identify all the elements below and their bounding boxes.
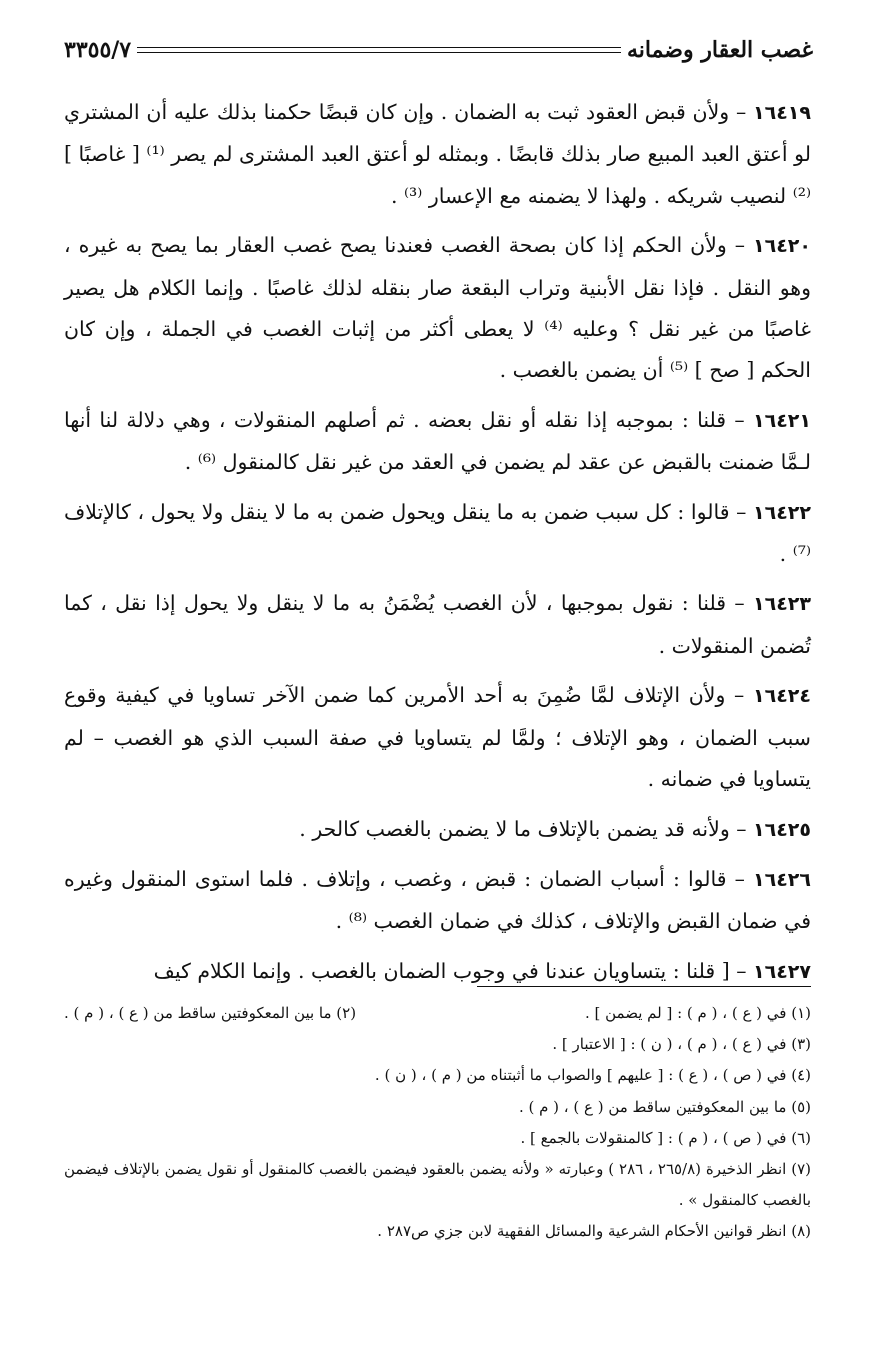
running-header — [64, 30, 813, 70]
paragraph-text: – ولأنه قد يضمن بالإتلاف ما لا يضمن بالغصب كالحر . — [299, 816, 754, 841]
paragraph-16421 — [64, 400, 811, 484]
paragraph-number: ١٦٤٢٧ — [753, 960, 811, 983]
footnote-1: (١) في ( ع ) ، ( م ) : [ لم يضمن ] . — [584, 1004, 811, 1022]
footnote-4: (٤) في ( ص ) ، ( ع ) : [ عليهم ] والصواب ما أثبتناه من ( م ) ، ( ن ) . — [374, 1066, 811, 1085]
paragraph-16424 — [64, 675, 811, 800]
paragraph-number: ١٦٤٢١ — [753, 409, 811, 432]
paragraph-text: – قلنا : نقول بموجبها ، لأن الغصب يُضْمَنُ به ما لا ينقل ولا يحول إذا نقل ، كما تُضمن المنقولات . — [64, 591, 811, 658]
footnote-3: (٣) في ( ع ) ، ( م ) ، ( ن ) : [ الاعتبار ] . — [552, 1035, 811, 1054]
paragraph-text: – ولأن الحكم إذا كان بصحة الغصب فعندنا يصح غصب العقار بما يصح به غيره ، وهو النقل . فإذا نقل الأبنية وتراب البقعة صار بنقله لذلك غاصبًا . وإنما الكلام هل يصير غاصبًا من غير نقل ؟ وعليه ⁽⁴⁾ لا يعطى أكثر من إثبات الغصب في الجملة ، وإن كان الحكم [ صح ] ⁽⁵⁾ أن يضمن بالغصب . — [64, 233, 811, 383]
paragraph-text: – قلنا : بموجبه إذا نقله أو نقل بعضه . ثم أصلهم المنقولات ، وهي دلالة لنا أنها لـمَّا ضمنت بالقبض عن عقد لم يضمن في العقد من غير نقل كالمنقول ⁽⁶⁾ . — [64, 407, 811, 475]
paragraph-text: – قالوا : كل سبب ضمن به ما ينقل ويحول ضمن به ما لا ينقل ولا يحول ، كالإتلاف ⁽⁷⁾ . — [64, 499, 811, 567]
paragraph-text: – ولأن الإتلاف لمَّا ضُمِنَ به أحد الأمرين كما ضمن الآخر تساويا في كيفية وقوع سبب الضمان ، وهو الإتلاف ؛ ولمَّا لم يتساويا في صفة السبب الذي هو الغصب – لم يتساويا في ضمانه . — [64, 683, 811, 792]
paragraph-number: ١٦٤٢٦ — [753, 868, 811, 891]
paragraph-16420 — [64, 225, 811, 392]
paragraph-16423 — [64, 583, 811, 667]
paragraph-16422 — [64, 492, 811, 576]
footnotes — [64, 998, 811, 1248]
footnote-divider — [477, 986, 811, 987]
paragraph-16419 — [64, 92, 811, 217]
paragraph-number: ١٦٤٢٢ — [753, 501, 811, 524]
footnote-5: (٥) ما بين المعكوفتين ساقط من ( ع ) ، ( م ) . — [518, 1097, 811, 1116]
page-number: ٣٣٥٥/٧ — [64, 37, 132, 63]
footnote-6: (٦) في ( ص ) ، ( م ) : [ كالمنقولات بالجمع ] . — [520, 1128, 811, 1147]
chapter-title: غصب العقار وضمانه — [626, 37, 813, 63]
paragraph-number: ١٦٤٢٠ — [753, 235, 811, 258]
paragraph-number: ١٦٤٢٥ — [753, 818, 811, 841]
paragraph-16426 — [64, 859, 811, 943]
paragraph-16425 — [64, 809, 811, 851]
paragraph-text: – ولأن قبض العقود ثبت به الضمان . وإن كان قبضًا حكمنا بذلك عليه أن المشتري لو أعتق العبد المبيع صار بذلك قابضًا . وبمثله لو أعتق العبد المشترى لم يصر ⁽¹⁾ [ غاصبًا ] ⁽²⁾ لنصيب شريكه . ولهذا لا يضمنه مع الإعسار ⁽³⁾ . — [64, 100, 811, 208]
main-text — [64, 92, 811, 1001]
footnote-8: (٨) انظر قوانين الأحكام الشرعية والمسائل الفقهية لابن جزي ص٢٨٧ . — [377, 1222, 811, 1241]
header-rule — [137, 47, 621, 53]
paragraph-number: ١٦٤٢٣ — [753, 593, 811, 616]
footnote-row — [64, 998, 811, 1029]
paragraph-text: – [ قلنا : يتساويان عندنا في وجوب الضمان بالغصب . وإنما الكلام كيف — [153, 958, 754, 983]
footnote-7: (٧) انظر الذخيرة (٢٦٥/٨ ، ٢٨٦ ) وعبارته « ولأنه يضمن بالعقود فيضمن بالغصب كالمنقول أو نقول يضمن بالإتلاف فيضمن بالغصب كالمنقول » . — [64, 1160, 811, 1210]
footnote-2: (٢) ما بين المعكوفتين ساقط من ( ع ) ، ( م ) . — [64, 1004, 357, 1022]
paragraph-number: ١٦٤٢٤ — [753, 685, 811, 708]
paragraph-text: – قالوا : أسباب الضمان : قبض ، وغصب ، وإتلاف . فلما استوى المنقول وغيره في ضمان القبض والإتلاف ، كذلك في ضمان الغصب ⁽⁸⁾ . — [64, 866, 811, 934]
paragraph-number: ١٦٤١٩ — [753, 102, 811, 124]
